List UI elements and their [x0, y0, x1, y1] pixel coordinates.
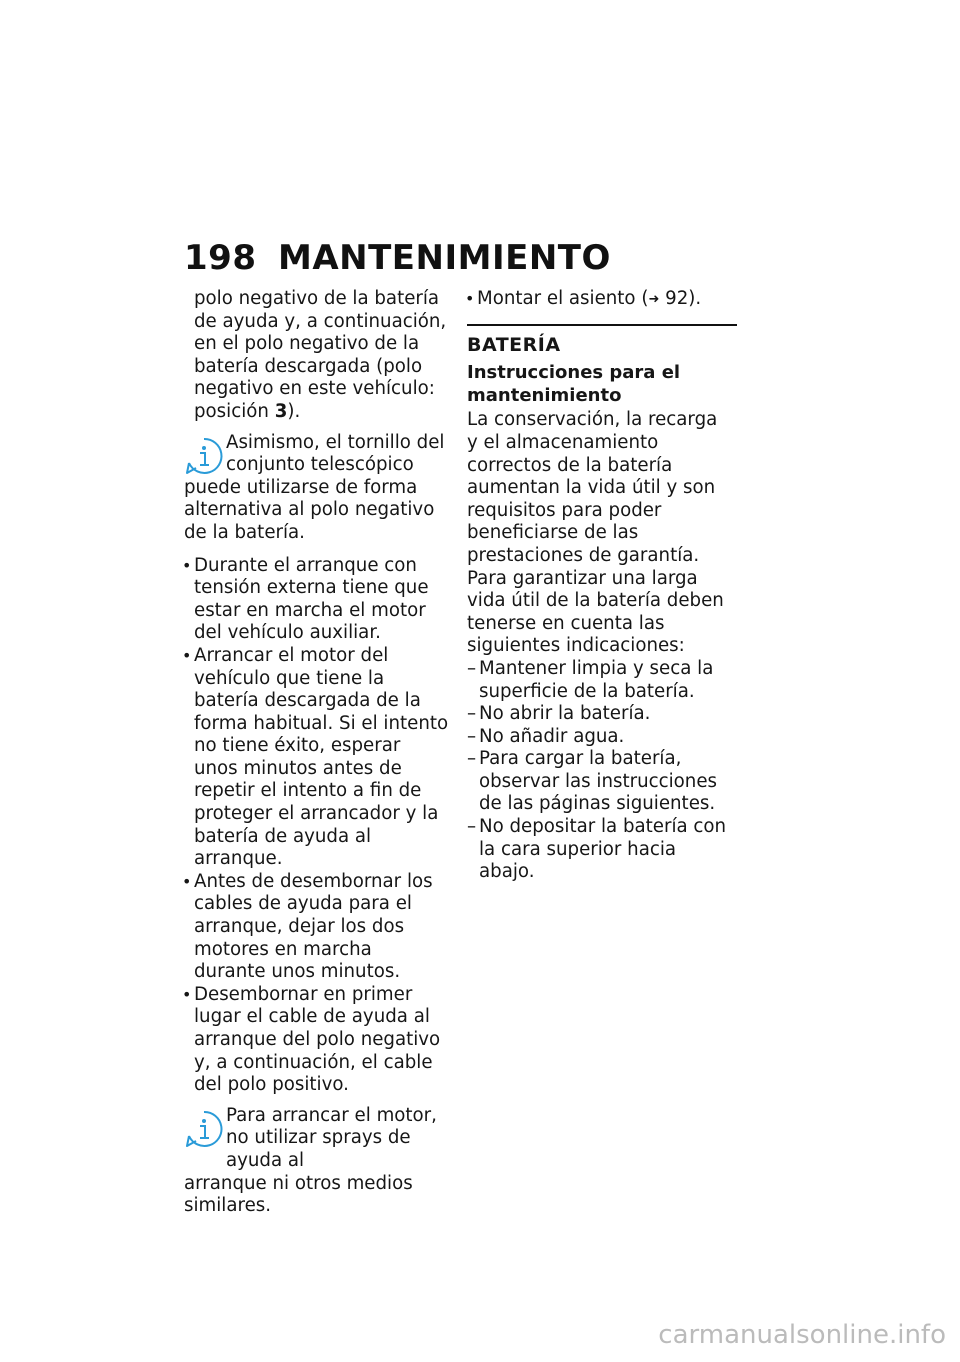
list-item: • Arrancar el motor del vehículo que tiene la batería descargada de la forma habitual. Si el intento no tiene éxito, esperar unos minutos antes de repetir el intento a fin de proteger el arrancador y la batería de ayuda al arranque. [184, 645, 449, 871]
subsection-title: Instrucciones para el mantenimiento [467, 362, 681, 406]
list-item-text: Montar el asiento ( [477, 288, 649, 309]
position-number: 3 [274, 400, 288, 422]
list-item: – No depositar la batería con la cara superior hacia abajo. [467, 816, 732, 884]
page-title: MANTENIMIENTO [278, 238, 611, 278]
list-item: • Durante el arranque con tensión externa tiene que estar en marcha el motor del vehículo auxiliar. [184, 555, 449, 645]
page-reference[interactable]: 92). [665, 288, 702, 309]
note-text-first: Asimismo, el tornillo del conjunto telescópico [226, 431, 445, 476]
list-item: – No abrir la batería. [467, 703, 732, 726]
list-item [467, 288, 732, 312]
page-number: 198 [184, 238, 257, 278]
page-header [184, 238, 611, 278]
paragraph-text: polo negativo de la batería de ayuda y, a continuación, en el polo negativo de la batería descargada (polo negativo en este vehículo: posición [194, 288, 447, 422]
info-note [184, 1105, 449, 1218]
paragraph-end: ). [287, 400, 301, 422]
list-item: – Mantener limpia y seca la superficie de la batería. [467, 658, 732, 703]
note-text-rest: arranque ni otros medios similares. [184, 1172, 413, 1217]
right-column [467, 288, 732, 884]
list-item: • Antes de desembornar los cables de ayuda para el arranque, dejar los dos motores en marcha durante unos minutos. [184, 871, 449, 984]
watermark: carmanualsonline.info [658, 1320, 946, 1350]
note-text-rest: puede utilizarse de forma alternativa al polo negativo de la batería. [184, 476, 435, 543]
section-divider [467, 324, 737, 326]
list-item: – Para cargar la batería, observar las instrucciones de las páginas siguientes. [467, 748, 732, 816]
info-note [184, 432, 449, 545]
list-item: • Desembornar en primer lugar el cable de ayuda al arranque del polo negativo y, a continuación, el cable del polo positivo. [184, 984, 449, 1097]
note-text-first: Para arrancar el motor, no utilizar sprays de ayuda al [226, 1104, 437, 1171]
list-item: – No añadir agua. [467, 726, 732, 749]
paragraph: Para garantizar una larga vida útil de la batería deben tenerse en cuenta las siguientes indicaciones: [467, 567, 724, 657]
info-icon [184, 436, 224, 476]
info-icon [184, 1109, 224, 1149]
paragraph: La conservación, la recarga y el almacenamiento correctos de la batería aumentan la vida útil y son requisitos para poder beneficiarse de las prestaciones de garantía. [467, 409, 718, 566]
paragraph-continuation [184, 288, 449, 424]
section-title: BATERÍA [467, 333, 561, 356]
reference-arrow-icon: ➜ [648, 292, 660, 307]
left-column [184, 288, 449, 1228]
